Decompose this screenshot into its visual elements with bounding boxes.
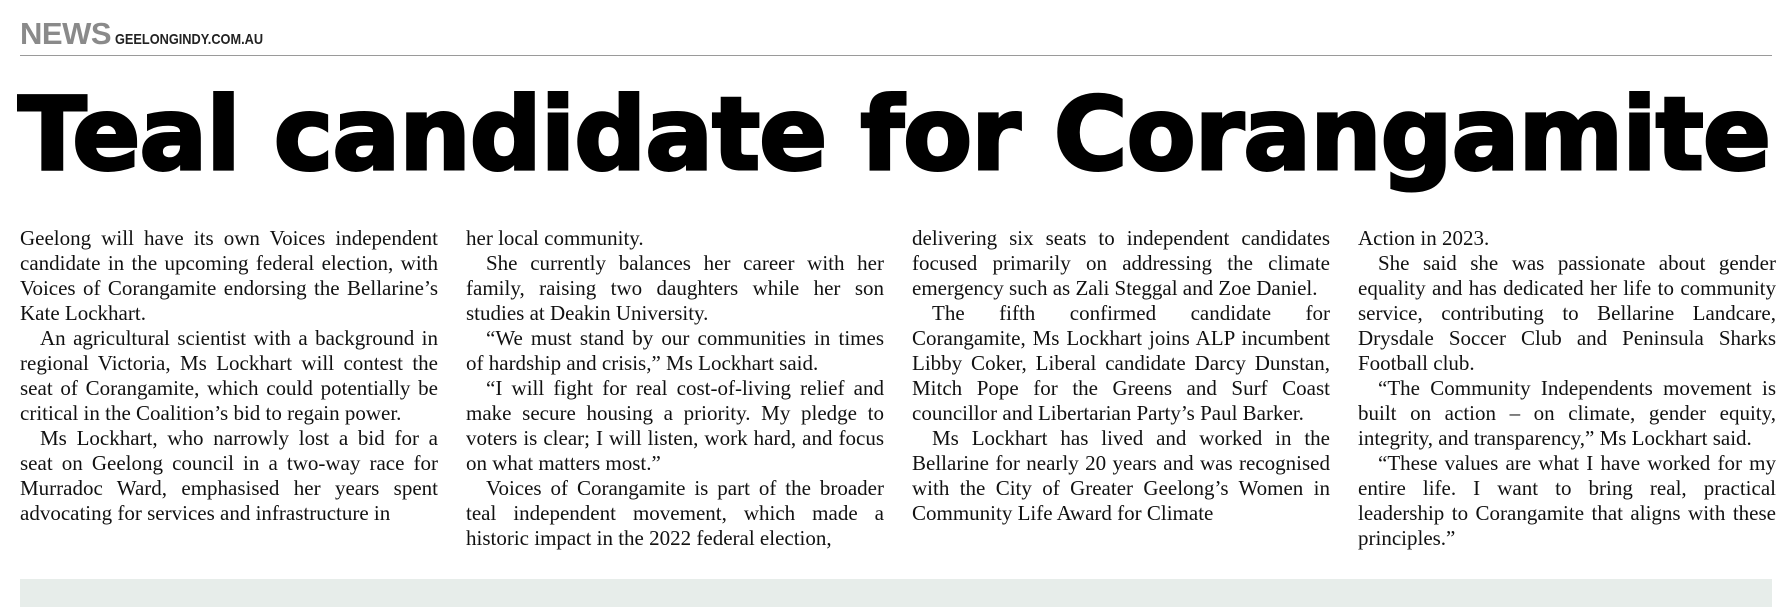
masthead xyxy=(20,14,1772,56)
paragraph: Geelong will have its own Voices independent candidate in the upcoming federal election, with Voices of Corangamite endorsing the Bellarine’s Kate Lockhart. xyxy=(20,226,438,325)
article-column-1 xyxy=(20,226,438,526)
paragraph: She said she was passionate about gender equality and has dedicated her life to community service, contributing to Bellarine Landcare, Drysdale Soccer Club and Peninsula Sharks Football club. xyxy=(1358,251,1776,375)
headline: Teal candidate for Corangamite xyxy=(18,75,1771,193)
paragraph: She currently balances her career with her family, raising two daughters while her son studies at Deakin University. xyxy=(466,251,884,325)
article-column-2 xyxy=(466,226,884,551)
paragraph: The fifth confirmed candidate for Corangamite, Ms Lockhart joins ALP incumbent Libby Coker, Liberal candidate Darcy Dunstan, Mitch Pope for the Greens and Surf Coast councillor and Libertarian Party’s Paul Barker. xyxy=(912,301,1330,425)
paragraph: Ms Lockhart has lived and worked in the Bellarine for nearly 20 years and was recognised with the City of Greater Geelong’s Women in Community Life Award for Climate xyxy=(912,426,1330,525)
article-column-4 xyxy=(1358,226,1776,551)
paragraph: An agricultural scientist with a background in regional Victoria, Ms Lockhart will contest the seat of Corangamite, which could potentially be critical in the Coalition’s bid to regain power. xyxy=(20,326,438,425)
paragraph: delivering six seats to independent candidates focused primarily on addressing the climate emergency such as Zali Steggal and Zoe Daniel. xyxy=(912,226,1330,300)
paragraph: “These values are what I have worked for my entire life. I want to bring real, practical leadership to Corangamite that aligns with these principles.” xyxy=(1358,451,1776,550)
paragraph: “We must stand by our communities in times of hardship and crisis,” Ms Lockhart said. xyxy=(466,326,884,375)
paragraph: Ms Lockhart, who narrowly lost a bid for a seat on Geelong council in a two-way race for Murradoc Ward, emphasised her years spent advocating for services and infrastructure in xyxy=(20,426,438,525)
footer-bar xyxy=(20,579,1772,607)
paragraph: “The Community Independents movement is built on action – on climate, gender equity, integrity, and transparency,” Ms Lockhart said. xyxy=(1358,376,1776,450)
paragraph: “I will fight for real cost-of-living relief and make secure housing a priority. My pledge to voters is clear; I will listen, work hard, and focus on what matters most.” xyxy=(466,376,884,475)
site-url: GEELONGINDY.COM.AU xyxy=(115,31,264,48)
paragraph: her local community. xyxy=(466,226,644,250)
section-label: NEWS xyxy=(20,16,111,51)
article-column-3 xyxy=(912,226,1330,526)
paragraph: Voices of Corangamite is part of the broader teal independent movement, which made a historic impact in the 2022 federal election, xyxy=(466,476,884,550)
paragraph: Action in 2023. xyxy=(1358,226,1490,250)
